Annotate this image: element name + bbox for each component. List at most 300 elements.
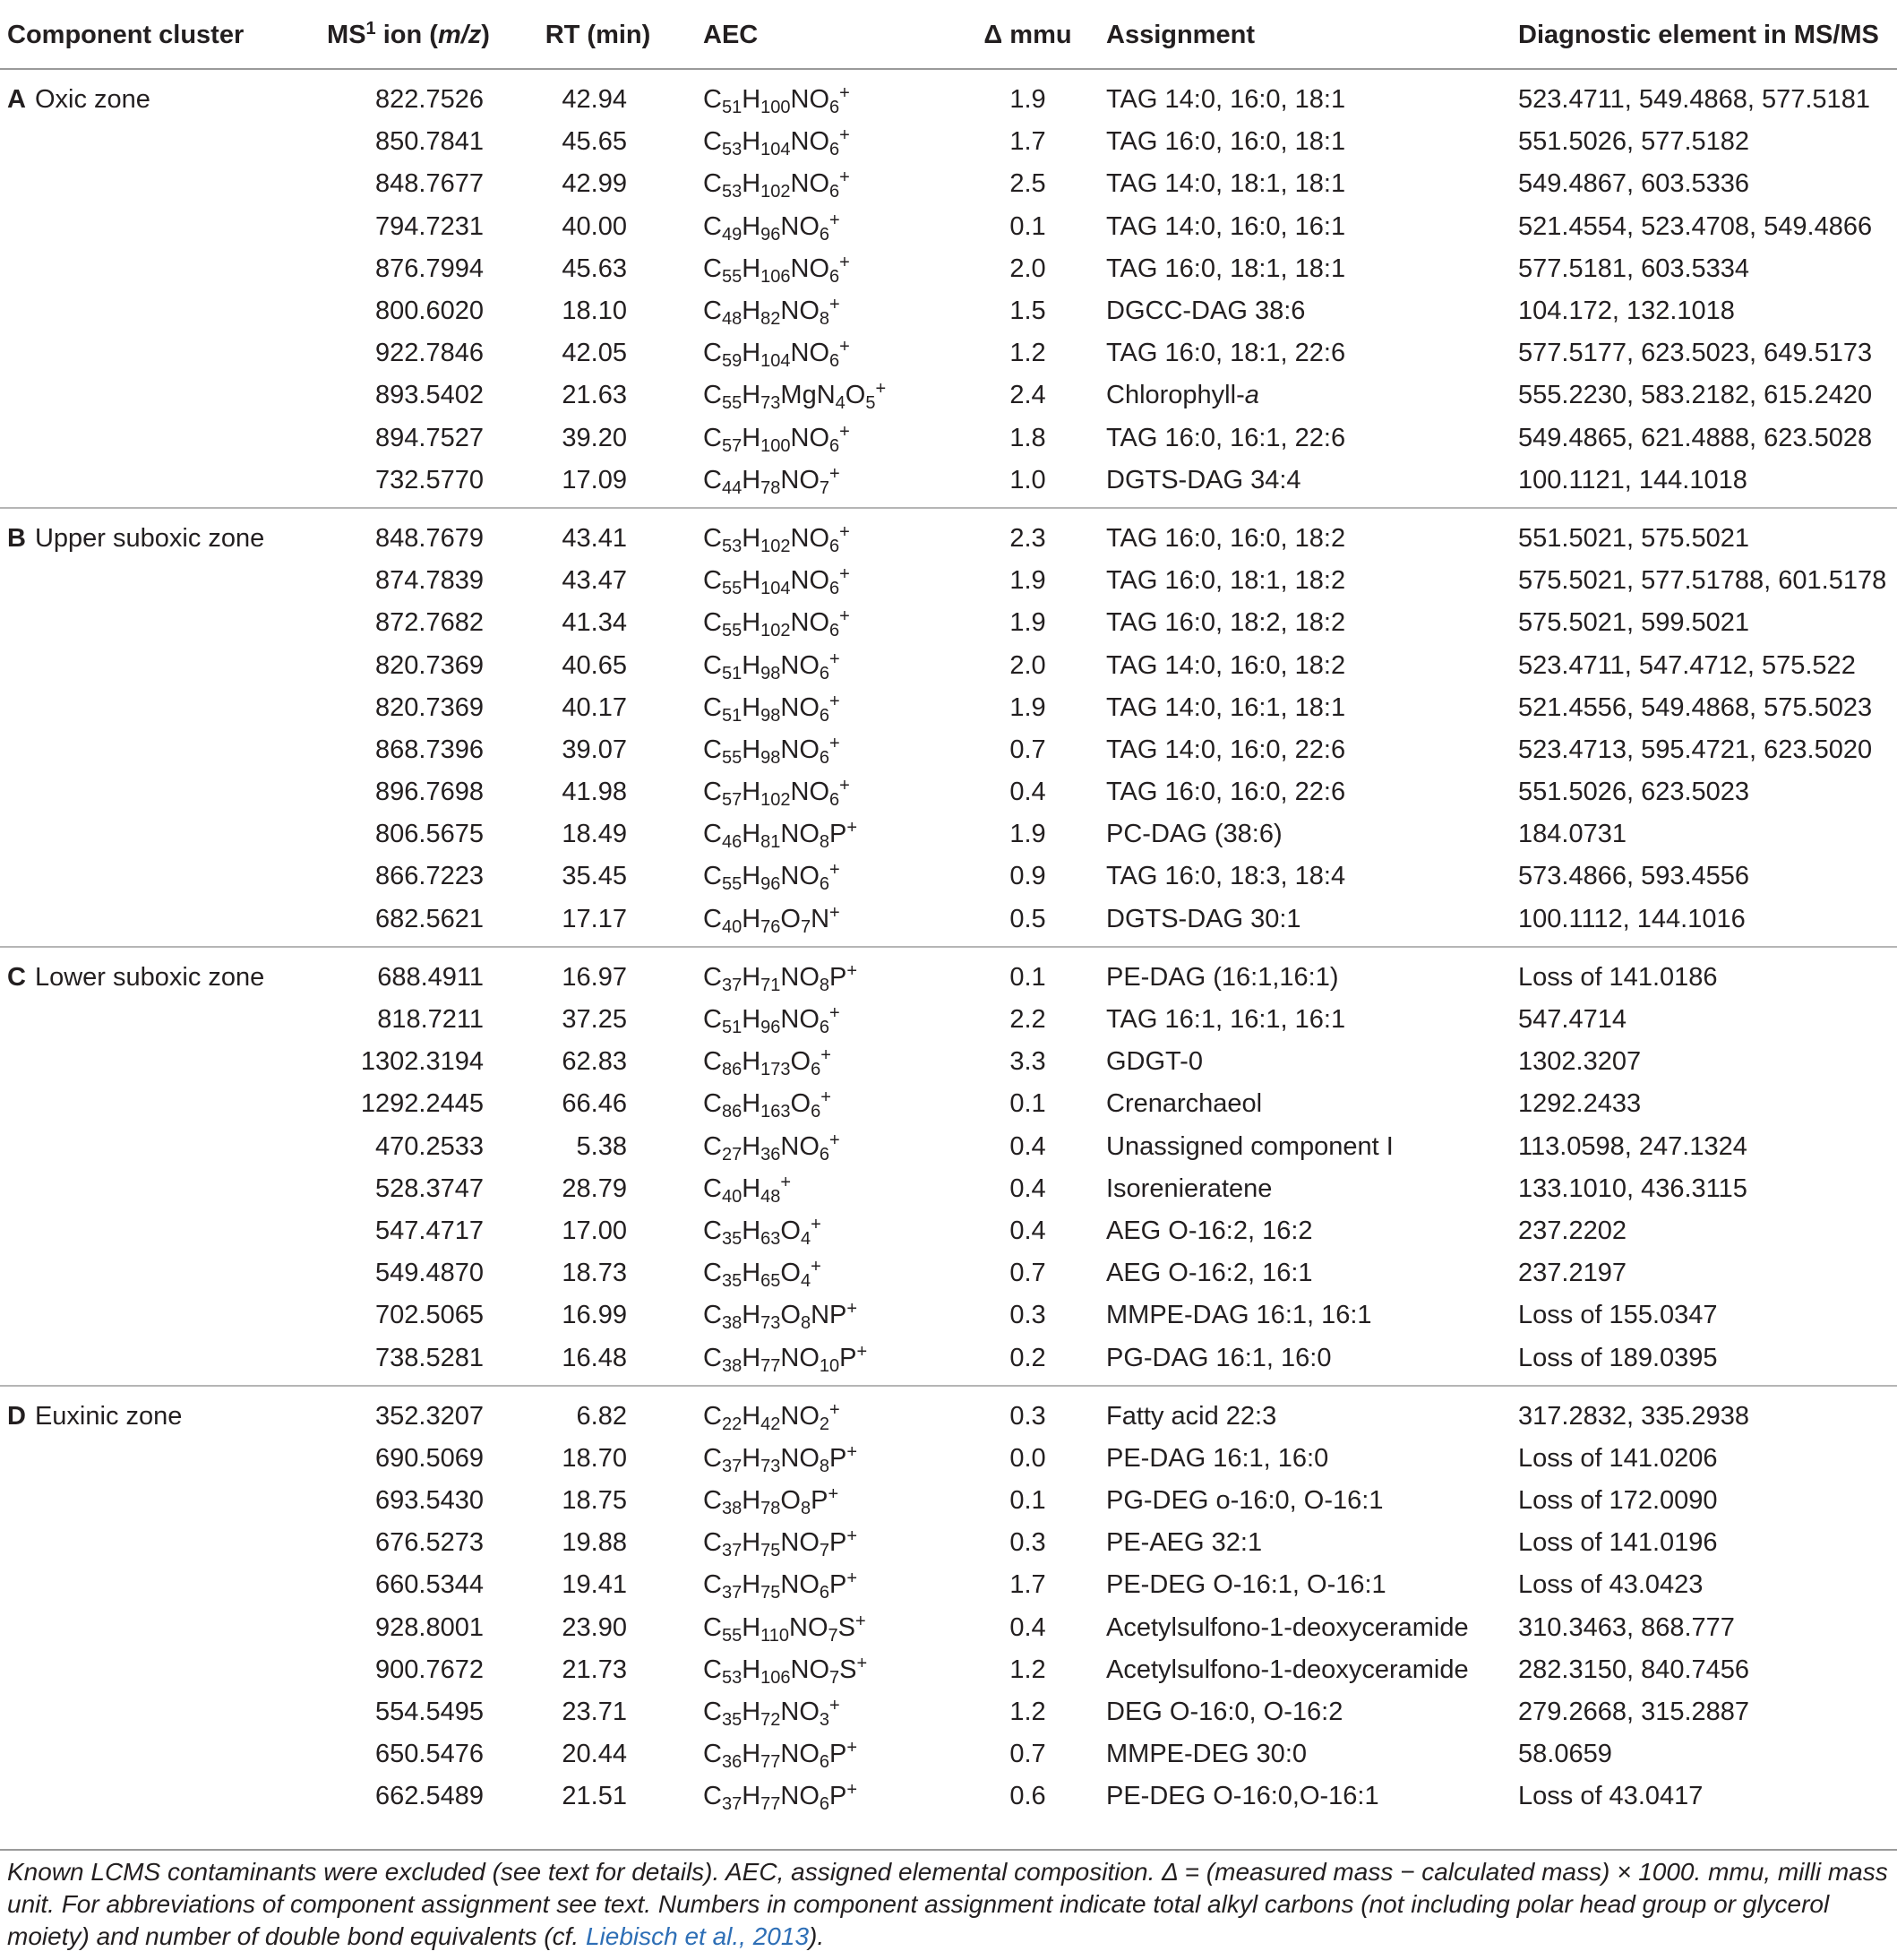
aec-part: P: [829, 1782, 847, 1811]
aec-part: 8: [819, 309, 830, 330]
cluster-label: [0, 947, 313, 999]
aec-part: +: [829, 463, 840, 484]
cell-aec: [703, 1775, 958, 1823]
aec-part: NO: [780, 820, 820, 849]
aec-part: C: [703, 339, 722, 368]
ms1-ion-value: 470.2533: [375, 1131, 484, 1161]
table-row: [0, 460, 1897, 508]
cell-assignment: [1106, 1480, 1518, 1522]
cell-diagnostic: 1302.3207: [1518, 1047, 1642, 1077]
cell-rt: [528, 1386, 703, 1438]
cell-diagnostic: 279.2668, 315.2887: [1518, 1698, 1750, 1727]
cell-ms1-ion: [313, 1775, 528, 1823]
aec-part: C: [703, 1740, 722, 1769]
assignment-text: MMPE-DAG 16:1, 16:1: [1106, 1301, 1372, 1330]
aec-part: +: [846, 960, 858, 981]
cell-assignment: [1106, 644, 1518, 686]
cell-ms1-ion: [313, 1294, 528, 1337]
cluster-label: [0, 1386, 313, 1438]
aec-part: C: [703, 1401, 722, 1431]
cell-rt: [528, 1168, 703, 1210]
cluster-label: [0, 69, 313, 121]
cell-diagnostic: 237.2197: [1518, 1259, 1627, 1288]
cell-rt: [528, 644, 703, 686]
cell-ms1-ion: [313, 460, 528, 508]
aec-part: H: [742, 1443, 761, 1473]
aec-part: H: [742, 1401, 761, 1431]
cell-aec: [703, 1691, 958, 1733]
rt-value: 39.07: [562, 735, 627, 764]
rt-value: 18.70: [562, 1443, 627, 1473]
cell-assignment: [1106, 1691, 1518, 1733]
table-row: [0, 508, 1897, 560]
cluster-label: [0, 729, 313, 771]
cell-assignment: [1106, 1522, 1518, 1564]
aec-part: C: [703, 1047, 722, 1077]
cell-assignment: [1106, 898, 1518, 947]
aec-part: +: [839, 125, 850, 146]
aec-part: +: [856, 1653, 868, 1673]
aec-part: O: [780, 1216, 801, 1245]
cluster-letter: B: [7, 523, 26, 553]
cell-ms1-ion: [313, 1210, 528, 1252]
cluster-label: [0, 813, 313, 855]
ms1-ion-value: 876.7994: [375, 254, 484, 283]
aec-part: +: [846, 1569, 858, 1589]
table-row: [0, 1480, 1897, 1522]
cell-rt: [528, 1522, 703, 1564]
aec-part: C: [703, 650, 722, 680]
cell-delta-mmu: 1.5: [1009, 297, 1046, 326]
aec-part: C: [703, 381, 722, 410]
rt-value: 5.38: [576, 1131, 627, 1161]
aec-part: O: [790, 1047, 811, 1077]
cell-assignment: [1106, 206, 1518, 248]
aec-part: 106: [760, 266, 791, 287]
aec-part: H: [742, 1740, 761, 1769]
footnote-citation-link[interactable]: Liebisch et al., 2013: [585, 1922, 810, 1950]
cell-diagnostic: Loss of 141.0196: [1518, 1528, 1718, 1558]
assignment-text: Isorenieratene: [1106, 1173, 1273, 1203]
cell-diagnostic: 310.3463, 868.777: [1518, 1612, 1735, 1642]
aec-part: 22: [721, 1414, 742, 1434]
aec-part: +: [839, 564, 850, 585]
aec-part: 44: [721, 477, 742, 498]
aec-part: +: [829, 649, 840, 669]
aec-part: H: [742, 1131, 761, 1161]
cell-aec: [703, 121, 958, 163]
aec-part: H: [742, 1343, 761, 1372]
table-row: [0, 163, 1897, 205]
cell-delta-mmu: 2.0: [1009, 650, 1046, 680]
aec-part: H: [742, 523, 761, 553]
aec-part: 96: [760, 874, 781, 895]
aec-part: NO: [780, 211, 820, 241]
aec-part: 36: [760, 1144, 781, 1165]
cell-rt: [528, 417, 703, 460]
cell-diagnostic: Loss of 172.0090: [1518, 1486, 1718, 1516]
ms1-ion-value: 682.5621: [375, 904, 484, 933]
cell-aec: [703, 290, 958, 332]
cluster-label: [0, 1438, 313, 1480]
assignment-text: Crenarchaeol: [1106, 1089, 1263, 1119]
cell-assignment: [1106, 855, 1518, 898]
cell-rt: [528, 1210, 703, 1252]
aec-part: O: [780, 904, 801, 933]
aec-part: 6: [829, 790, 840, 811]
cell-assignment: [1106, 332, 1518, 374]
cluster-label: [0, 1733, 313, 1775]
rt-value: 28.79: [562, 1173, 627, 1203]
header-row: [0, 2, 1897, 69]
header-component-cluster: Component cluster: [0, 2, 313, 69]
aec-part: 71: [760, 975, 781, 995]
cell-assignment: [1106, 1294, 1518, 1337]
table-row: [0, 206, 1897, 248]
aec-part: 86: [721, 1060, 742, 1080]
cell-aec: [703, 69, 958, 121]
cell-assignment: [1106, 602, 1518, 644]
rt-value: 18.75: [562, 1486, 627, 1516]
aec-part: C: [703, 423, 722, 452]
aec-part: 173: [760, 1060, 791, 1080]
footnote-text-end: ).: [809, 1922, 825, 1950]
aec-part: H: [742, 1047, 761, 1077]
table-bottom-rule: [0, 1849, 1897, 1851]
cell-delta-mmu: 0.4: [1009, 1131, 1046, 1161]
aec-part: H: [742, 778, 761, 807]
cluster-label: [0, 121, 313, 163]
cell-ms1-ion: [313, 602, 528, 644]
aec-part: O: [845, 381, 866, 410]
aec-part: 38: [721, 1499, 742, 1519]
cluster-letter: A: [7, 85, 26, 115]
cell-delta-mmu: 3.3: [1009, 1047, 1046, 1077]
aec-part: +: [839, 421, 850, 442]
cluster-label: [0, 1252, 313, 1294]
aec-part: C: [703, 735, 722, 764]
cell-ms1-ion: [313, 1522, 528, 1564]
cell-rt: [528, 374, 703, 417]
table-row: [0, 69, 1897, 121]
cell-rt: [528, 1294, 703, 1337]
aec-part: NO: [790, 523, 830, 553]
cell-aec: [703, 1386, 958, 1438]
cell-aec: [703, 332, 958, 374]
cell-assignment: [1106, 1564, 1518, 1606]
cell-aec: [703, 374, 958, 417]
table-row: [0, 1041, 1897, 1083]
rt-value: 23.71: [562, 1698, 627, 1727]
cell-rt: [528, 121, 703, 163]
aec-part: NO: [780, 1740, 820, 1769]
cell-aec: [703, 1041, 958, 1083]
aec-part: 72: [760, 1710, 781, 1731]
aec-part: C: [703, 1655, 722, 1684]
aec-part: +: [839, 776, 850, 796]
ms1-ion-value: 848.7679: [375, 523, 484, 553]
ms1-ion-value: 549.4870: [375, 1259, 484, 1288]
cell-aec: [703, 1564, 958, 1606]
assignment-text: PG-DEG o-16:0, O-16:1: [1106, 1486, 1384, 1516]
cell-assignment: [1106, 1607, 1518, 1649]
aec-part: NO: [790, 127, 830, 157]
cell-ms1-ion: [313, 1252, 528, 1294]
cell-diagnostic: 237.2202: [1518, 1216, 1627, 1245]
aec-part: C: [703, 566, 722, 596]
cell-aec: [703, 1210, 958, 1252]
aec-part: 6: [829, 182, 840, 202]
rt-value: 20.44: [562, 1740, 627, 1769]
table-row: [0, 644, 1897, 686]
aec-part: +: [829, 860, 840, 881]
aec-part: 4: [835, 393, 845, 414]
aec-part: +: [811, 1257, 821, 1277]
assignment-text: TAG 14:0, 16:0, 16:1: [1106, 211, 1346, 241]
table-row: [0, 1337, 1897, 1385]
cell-aec: [703, 508, 958, 560]
aec-part: O: [780, 1259, 801, 1288]
aec-part: NO: [790, 423, 830, 452]
aec-part: +: [829, 1696, 840, 1716]
aec-part: NP: [811, 1301, 847, 1330]
table-row: [0, 248, 1897, 290]
cluster-label: [0, 374, 313, 417]
aec-part: +: [839, 521, 850, 542]
ms1-ion-value: 894.7527: [375, 423, 484, 452]
assignment-text: PC-DAG (38:6): [1106, 820, 1283, 849]
aec-part: 53: [721, 182, 742, 202]
cell-ms1-ion: [313, 121, 528, 163]
aec-part: C: [703, 465, 722, 494]
aec-part: C: [703, 1528, 722, 1558]
aec-part: 35: [721, 1228, 742, 1249]
aec-part: 4: [800, 1228, 811, 1249]
cell-assignment: [1106, 1386, 1518, 1438]
aec-part: NO: [780, 862, 820, 891]
cell-aec: [703, 417, 958, 460]
aec-part: 82: [760, 309, 781, 330]
aec-part: H: [742, 650, 761, 680]
aec-part: +: [820, 1087, 831, 1108]
cell-ms1-ion: [313, 1733, 528, 1775]
cluster-letter: D: [7, 1401, 26, 1431]
cell-diagnostic: 523.4713, 595.4721, 623.5020: [1518, 735, 1873, 764]
cell-ms1-ion: [313, 1337, 528, 1385]
cell-rt: [528, 206, 703, 248]
cell-assignment: [1106, 1775, 1518, 1823]
table-row: [0, 1083, 1897, 1125]
aec-part: H: [742, 423, 761, 452]
aec-part: NO: [780, 1443, 820, 1473]
assignment-text: PE-DEG O-16:0,O-16:1: [1106, 1782, 1379, 1811]
aec-part: NO: [790, 169, 830, 199]
ms1-ion-value: 794.7231: [375, 211, 484, 241]
ms1-ion-value: 547.4717: [375, 1216, 484, 1245]
aec-part: 38: [721, 1313, 742, 1334]
ms1-ion-value: 528.3747: [375, 1173, 484, 1203]
aec-part: H: [742, 1089, 761, 1119]
aec-part: 4: [800, 1271, 811, 1292]
cluster-label: [0, 1041, 313, 1083]
cell-diagnostic: 282.3150, 840.7456: [1518, 1655, 1750, 1684]
cell-aec: [703, 687, 958, 729]
cell-delta-mmu: 1.7: [1009, 1570, 1046, 1600]
aec-part: NO: [789, 1612, 828, 1642]
aec-part: H: [742, 465, 761, 494]
assignment-text: PE-DEG O-16:1, O-16:1: [1106, 1570, 1386, 1600]
cell-delta-mmu: 1.2: [1009, 339, 1046, 368]
aec-part: 6: [811, 1060, 821, 1080]
table-row: [0, 1126, 1897, 1168]
aec-part: 40: [721, 1186, 742, 1207]
aec-part: H: [742, 608, 761, 638]
table-row: [0, 729, 1897, 771]
cell-assignment: [1106, 813, 1518, 855]
aec-part: 100: [760, 98, 791, 118]
aec-part: H: [742, 339, 761, 368]
aec-part: +: [839, 252, 850, 272]
ms1-ion-value: 702.5065: [375, 1301, 484, 1330]
cluster-label: [0, 1480, 313, 1522]
aec-part: 55: [721, 266, 742, 287]
cell-ms1-ion: [313, 1126, 528, 1168]
cell-rt: [528, 1733, 703, 1775]
aec-part: +: [846, 818, 858, 838]
cell-ms1-ion: [313, 729, 528, 771]
aec-part: 6: [819, 1018, 830, 1038]
aec-part: C: [703, 1443, 722, 1473]
aec-part: C: [703, 297, 722, 326]
aec-part: H: [742, 381, 761, 410]
cell-diagnostic: 317.2832, 335.2938: [1518, 1386, 1897, 1438]
aec-part: H: [742, 904, 761, 933]
rt-value: 42.99: [562, 169, 627, 199]
aec-part: +: [839, 83, 850, 104]
rt-value: 43.41: [562, 523, 627, 553]
table-row: [0, 602, 1897, 644]
aec-part: NO: [780, 962, 820, 992]
cell-delta-mmu: 0.4: [1009, 1612, 1046, 1642]
header-aec: AEC: [703, 2, 958, 69]
aec-part: NO: [790, 608, 830, 638]
aec-part: 51: [721, 663, 742, 683]
aec-part: NO: [780, 1343, 820, 1372]
aec-part: P: [829, 820, 847, 849]
aec-part: C: [703, 127, 722, 157]
table-row: [0, 1564, 1897, 1606]
cell-ms1-ion: [313, 813, 528, 855]
cell-rt: [528, 508, 703, 560]
ms1-ion-value: 893.5402: [375, 381, 484, 410]
cell-delta-mmu: 1.9: [1009, 692, 1046, 722]
table-row: [0, 332, 1897, 374]
rt-value: 40.65: [562, 650, 627, 680]
aec-part: C: [703, 169, 722, 199]
cell-delta-mmu: 0.4: [1009, 1216, 1046, 1245]
assignment-text: TAG 16:0, 16:1, 22:6: [1106, 423, 1346, 452]
aec-part: 104: [760, 351, 791, 372]
table-row: [0, 1252, 1897, 1294]
aec-part: 59: [721, 351, 742, 372]
cell-rt: [528, 560, 703, 602]
aec-part: H: [742, 566, 761, 596]
cell-diagnostic: 547.4714: [1518, 1005, 1627, 1035]
aec-part: NO: [780, 1698, 820, 1727]
cluster-label: [0, 1126, 313, 1168]
cluster-label: [0, 1210, 313, 1252]
cell-aec: [703, 1337, 958, 1385]
aec-part: 5: [865, 393, 876, 414]
aec-part: 104: [760, 140, 791, 160]
ms1-ion-value: 800.6020: [375, 297, 484, 326]
ms1-ion-value: 868.7396: [375, 735, 484, 764]
table-row: [0, 1210, 1897, 1252]
aec-part: C: [703, 904, 722, 933]
cell-ms1-ion: [313, 1564, 528, 1606]
cell-assignment: [1106, 1168, 1518, 1210]
cluster-name: Upper suboxic zone: [34, 523, 265, 553]
cell-diagnostic: 104.172, 132.1018: [1518, 297, 1735, 326]
assignment-text: TAG 16:0, 16:0, 18:1: [1106, 127, 1346, 157]
aec-part: C: [703, 1301, 722, 1330]
cell-delta-mmu: 0.6: [1009, 1782, 1046, 1811]
aec-part: 53: [721, 140, 742, 160]
table-row: [0, 771, 1897, 813]
cell-diagnostic: 575.5021, 577.51788, 601.5178: [1518, 566, 1887, 596]
aec-part: NO: [780, 650, 820, 680]
aec-part: H: [742, 1782, 761, 1811]
aec-part: 81: [760, 832, 781, 853]
aec-part: 73: [760, 1456, 781, 1476]
cell-delta-mmu: 1.9: [1009, 85, 1046, 115]
cell-delta-mmu: 1.8: [1009, 423, 1046, 452]
assignment-text: TAG 16:0, 18:1, 18:2: [1106, 566, 1346, 596]
cell-aec: [703, 1649, 958, 1691]
aec-part: 6: [819, 1752, 830, 1773]
rt-value: 16.48: [562, 1343, 627, 1372]
aec-part: NO: [790, 566, 830, 596]
cell-rt: [528, 947, 703, 999]
aec-part: 73: [760, 393, 781, 414]
aec-part: P: [829, 1570, 847, 1600]
cell-aec: [703, 1168, 958, 1210]
assignment-text: DGCC-DAG 38:6: [1106, 297, 1306, 326]
ms1-ion-value: 676.5273: [375, 1528, 484, 1558]
aec-part: +: [829, 691, 840, 711]
cell-diagnostic: Loss of 141.0206: [1518, 1443, 1718, 1473]
cell-assignment: [1106, 163, 1518, 205]
cluster-label: [0, 855, 313, 898]
cell-ms1-ion: [313, 947, 528, 999]
aec-part: C: [703, 608, 722, 638]
assignment-text: TAG 14:0, 16:0, 18:2: [1106, 650, 1346, 680]
assignment-text: Chlorophyll-: [1106, 381, 1245, 410]
cell-aec: [703, 560, 958, 602]
cell-ms1-ion: [313, 1438, 528, 1480]
aec-part: H: [742, 1698, 761, 1727]
rt-value: 17.00: [562, 1216, 627, 1245]
aec-part: 77: [760, 1794, 781, 1815]
aec-part: 35: [721, 1271, 742, 1292]
rt-value: 39.20: [562, 423, 627, 452]
aec-part: 46: [721, 832, 742, 853]
cell-delta-mmu: 0.4: [1009, 1173, 1046, 1203]
assignment-text: PE-DAG (16:1,16:1): [1106, 962, 1339, 992]
rt-value: 19.41: [562, 1570, 627, 1600]
aec-part: C: [703, 820, 722, 849]
rt-value: 16.99: [562, 1301, 627, 1330]
